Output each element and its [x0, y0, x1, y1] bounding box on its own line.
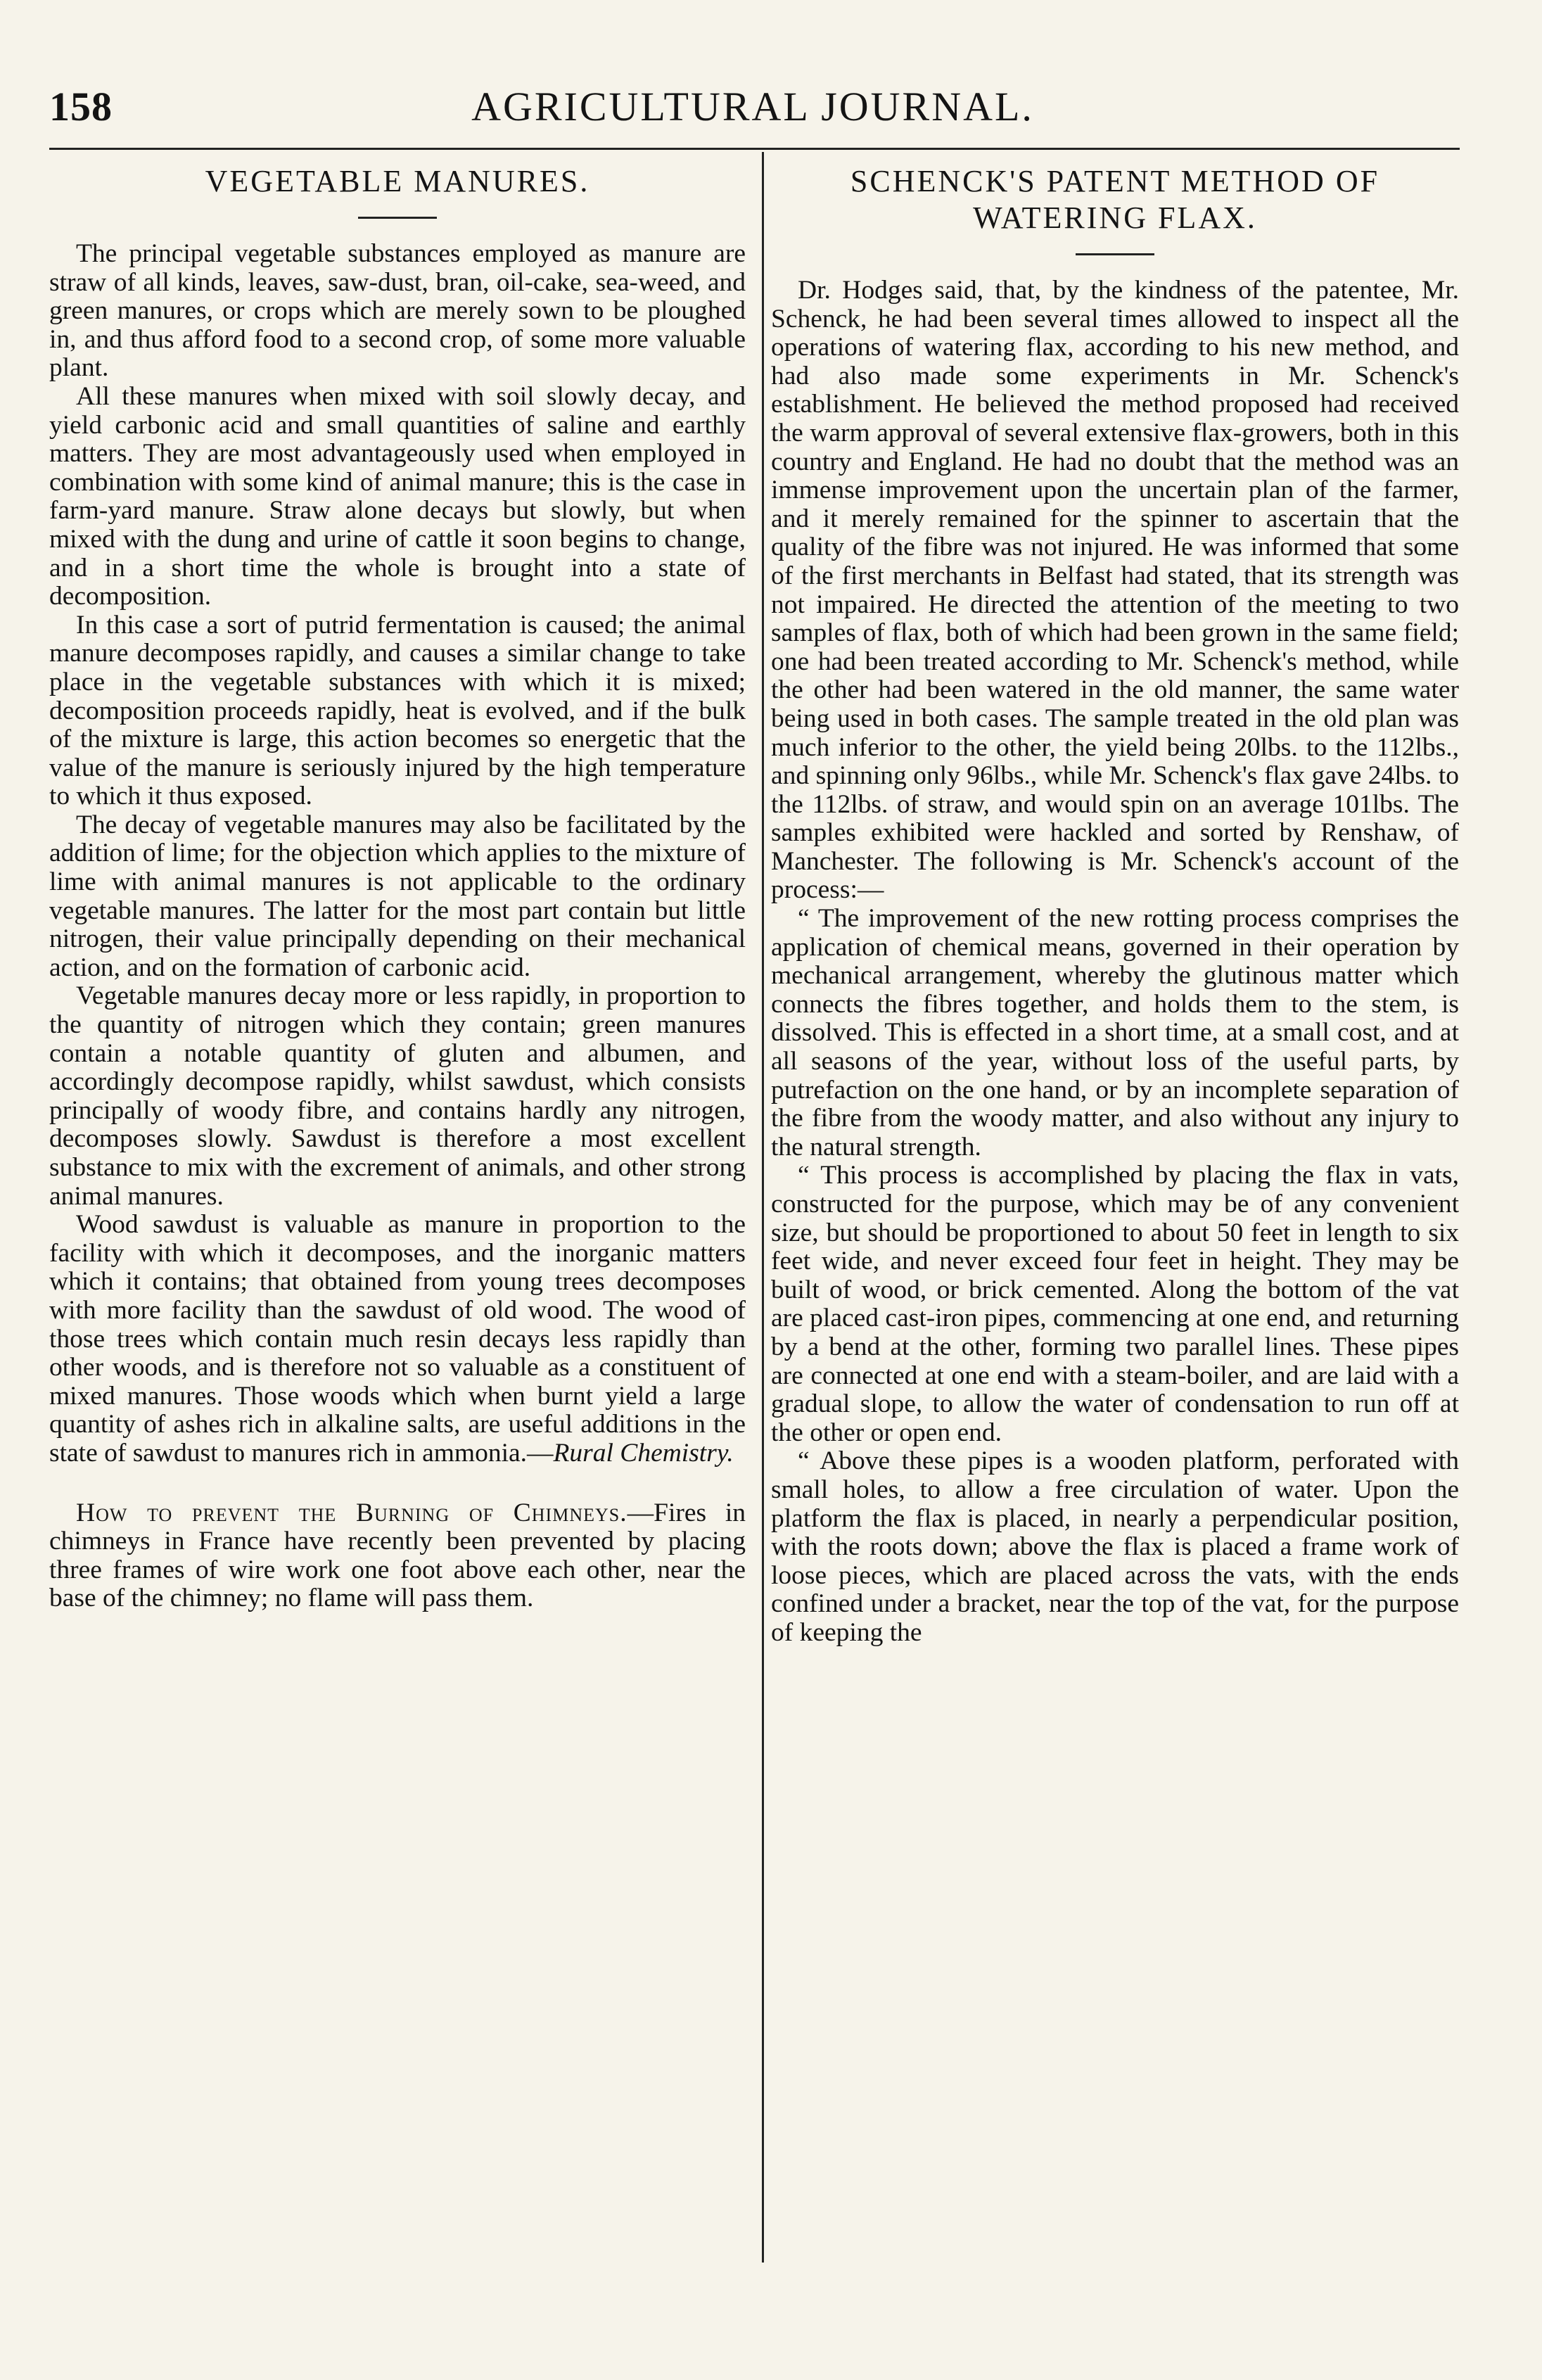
- title-rule: [358, 217, 437, 219]
- paragraph: “ This process is accomplished by placing the flax in vats, constructed for the purpose, which may be of any convenient size, but should be proportioned to about 50 feet in length to six feet wide, and never exceed four feet in height. They may be built of wood, or brick cemented. Along the bottom of the vat are placed cast-iron pipes, commencing at one end, and returning by a bend at the other, forming two parallel lines. These pipes are connected at one end with a steam-boiler, and are laid with a gradual slope, to allow the water of condensation to run off at the other or open end.: [771, 1161, 1459, 1447]
- title-rule: [1076, 253, 1154, 255]
- paragraph: All these manures when mixed with soil slowly decay, and yield carbonic acid and small quantities of saline and earthly matters. They are most advantageously used when employed in combination with some kind of animal manure; this is the case in farm-yard manure. Straw alone decays but slowly, but when mixed with the dung and urine of cattle it soon begins to change, and in a short time the whole is brought into a state of decomposition.: [49, 381, 746, 611]
- paragraph: Dr. Hodges said, that, by the kindness of the patentee, Mr. Schenck, he had been several times allowed to inspect all the operations of watering flax, according to his new method, and had also made some experiments in Mr. Schenck's establishment. He believed the method proposed had received the warm approval of several extensive flax-growers, both in this country and England. He had no doubt that the method was an immense improvement upon the uncertain plan of the farmer, and it merely remained for the spinner to ascertain that the quality of the fibre was not injured. He was informed that some of the first merchants in Belfast had stated, that its strength was not impaired. He directed the attention of the meeting to two samples of flax, both of which had been grown in the same field; one had been treated according to Mr. Schenck's method, while the other had been watered in the old manner, the same water being used in both cases. The sample treated in the old plan was much inferior to the other, the yield being 20lbs. to the 112lbs., and spinning only 96lbs., while Mr. Schenck's flax gave 24lbs. to the 112lbs. of straw, and would spin on an average 101lbs. The samples exhibited were hackled and sorted by Renshaw, of Manchester. The following is Mr. Schenck's account of the process:—: [771, 276, 1459, 905]
- right-column: [771, 163, 1459, 1648]
- source-citation: Rural Chemistry.: [553, 1438, 734, 1468]
- paragraph: The decay of vegetable manures may also be facilitated by the addition of lime; for the objection which applies to the mixture of lime with animal manures is not applicable to the ordinary vegetable manures. The latter for the most part contain but little nitrogen, their value principally depending on their mechanical action, and on the formation of carbonic acid.: [49, 810, 746, 982]
- paragraph: The principal vegetable substances employed as manure are straw of all kinds, leaves, saw-dust, bran, oil-cake, sea-weed, and green manures, or crops which are merely sown to be ploughed in, and thus afford food to a second crop, of some more valuable plant.: [49, 239, 746, 383]
- header-rule: [49, 148, 1460, 150]
- article-title-vegetable-manures: VEGETABLE MANURES.: [205, 164, 590, 198]
- left-column: [49, 163, 746, 1613]
- article-title-schenck-flax: SCHENCK'S PATENT METHOD OF WATERING FLAX.: [850, 164, 1380, 235]
- paragraph: “ The improvement of the new rotting process comprises the application of chemical means, governed in their operation by mechanical arrangement, whereby the glutinous matter which connects the fibres together, and holds them to the stem, is dissolved. This is effected in a short time, at a small cost, and at all seasons of the year, without loss of the useful parts, by putrefaction on the one hand, or by an incomplete separation of the fibre from the woody matter, and also without any injury to the natural strength.: [771, 904, 1459, 1162]
- paragraph: Vegetable manures decay more or less rapidly, in proportion to the quantity of nitrogen which they contain; green manures contain a notable quantity of gluten and albumen, and accordingly decompose rapidly, whilst sawdust, which consists principally of woody fibre, and contains hardly any nitrogen, decomposes slowly. Sawdust is therefore a most excellent substance to mix with the excrement of animals, and other strong animal manures.: [49, 981, 746, 1211]
- note-body: —Fires in chimneys in France have recently been prevented by placing three frames of wire work one foot above each other, near the base of the chimney; no flame will pass them.: [49, 1498, 746, 1613]
- note-title: How to prevent the Burning of Chimneys.: [76, 1498, 627, 1527]
- page-number: 158: [49, 84, 113, 129]
- paragraph-text: Wood sawdust is valuable as manure in proportion to the facility with which it decomposes, and the inorganic matters which it contains; that obtained from young trees decomposes with more facility than the sawdust of old wood. The wood of those trees which contain much resin decays less rapidly than other woods, and is therefore not so valuable as a constituent of mixed manures. Those woods which when burnt yield a large quantity of ashes rich in alkaline salts, are useful additions in the state of sawdust to manures rich in ammonia.—: [49, 1210, 746, 1468]
- column-divider: [762, 152, 764, 2263]
- paragraph-with-source: [49, 1211, 746, 1468]
- chimney-note: [49, 1499, 746, 1613]
- paragraph: “ Above these pipes is a wooden platform, perforated with small holes, to allow a free circulation of water. Upon the platform the flax is placed, in nearly a perpendicular position, with the roots down; above the flax is placed a frame work of loose pieces, which are placed across the vats, with the ends confined under a bracket, near the top of the vat, for the purpose of keeping the: [771, 1446, 1459, 1647]
- page-header: [49, 83, 1456, 139]
- paragraph: In this case a sort of putrid fermentation is caused; the animal manure decomposes rapidly, and causes a similar change to take place in the vegetable substances with which it is mixed; decomposition proceeds rapidly, heat is evolved, and if the bulk of the mixture is large, this action becomes so energetic that the value of the manure is seriously injured by the high temperature to which it thus exposed.: [49, 610, 746, 811]
- running-title: AGRICULTURAL JOURNAL.: [471, 84, 1034, 129]
